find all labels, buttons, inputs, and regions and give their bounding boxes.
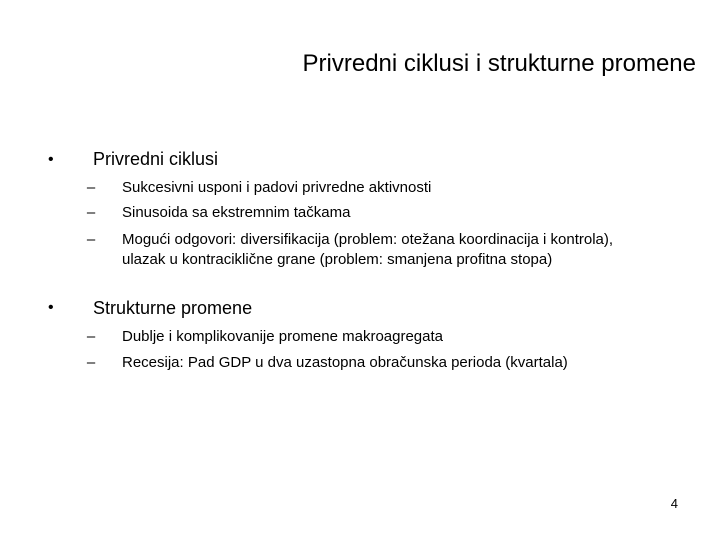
dash-icon: – [86,354,96,371]
list-item: Recesija: Pad GDP u dva uzastopna obračunska perioda (kvartala) [122,354,568,371]
dash-icon: – [86,231,96,248]
dash-icon: – [86,328,96,345]
section-heading: Privredni ciklusi [93,149,219,169]
dash-icon: – [86,179,96,196]
bullet-icon: • [48,151,54,168]
bullet-icon: • [48,299,54,316]
list-item: Sukcesivni usponi i padovi privredne aktivnosti [122,179,432,196]
list-item: Mogući odgovori: diversifikacija (problem: otežana koordinacija i kontrola), ulazak u kontraciklične grane (problem: smanjena profitna stopa) [122,231,614,268]
list-item: Sinusoida sa ekstremnim tačkama [122,204,351,221]
slide-title: Privredni ciklusi i strukturne promene [302,50,696,77]
dash-icon: – [86,204,96,221]
section-heading: Strukturne promene [93,298,253,318]
page-number: 4 [670,496,678,511]
list-item: Dublje i komplikovanije promene makroagregata [122,328,443,345]
